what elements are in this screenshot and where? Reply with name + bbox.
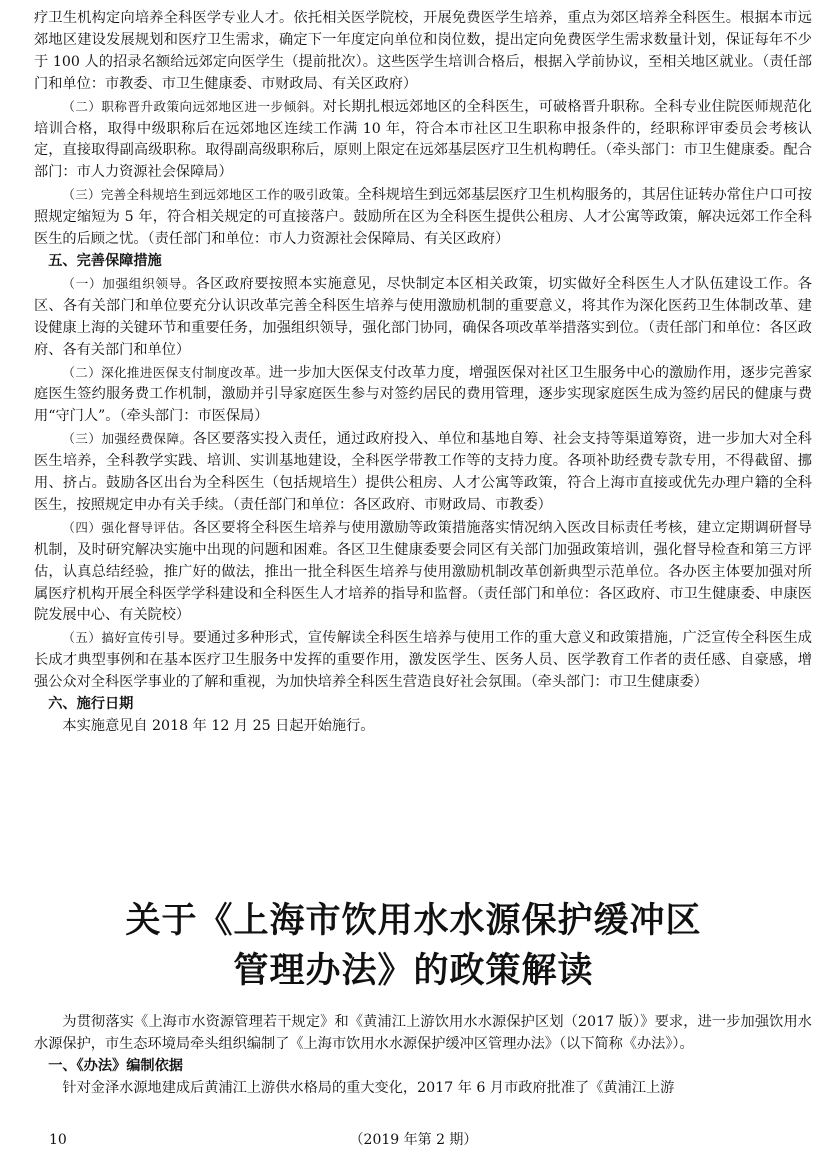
paragraph-text: 各区要将全科医生培养与使用激励等政策措施落实情况纳入医改目标责任考核，建立定期调研督导机制，及时研究解决实施中出现的问题和困难。各区卫生健康委要会同区有关部门加强政策培训，强化督导检查和第三方评估，认真总结经验，推广好的做法，推出一批全科医生培养与使用激励机制改革创新典型示范单位。各办医主体要加强对所属医疗机构开展全科医学学科建设和全科医生人才培养的指导和监督。（责任部门和单位：各区政府、市卫生健康委、申康医院发展中心、有关院校） xyxy=(34,519,812,624)
paragraph xyxy=(34,273,812,362)
paragraph: 疗卫生机构定向培养全科医学专业人才。依托相关医学院校，开展免费医学生培养，重点为郊区培养全科医生。根据本市远郊地区建设发展规划和医疗卫生需求，确定下一年度定向单位和岗位数，提出定向免费医学生需求数量计划，保证每年不少于 100 人的招录名额给远郊定向医学生（提前批次）。这些医学生培训合格后，根据入学前协议，至相关地区就业。（责任部门和单位：市教委、市卫生健康委、市财政局、有关区政府） xyxy=(34,10,812,92)
paragraph xyxy=(34,627,812,694)
paragraph-text: 各区要落实投入责任，通过政府投入、单位和基地自筹、社会支持等渠道筹资，进一步加大对全科医生培养，全科教学实践、培训、实训基地建设，全科医学带教工作等的支持力度。各项补助经费专款专用，不得截留、挪用、挤占。鼓励各区出台为全科医生（包括规培生）提供公租房、人才公寓等政策，符合上海市直接或优先办理户籍的全科医生，按照规定申办有关手续。（责任部门和单位：各区政府、市财政局、市教委） xyxy=(34,431,812,513)
issue-label: （2019 年第 2 期） xyxy=(349,1132,478,1148)
paragraph xyxy=(34,96,812,185)
paragraph xyxy=(34,517,812,628)
paragraph: 本实施意见自 2018 年 12 月 25 日起开始施行。 xyxy=(62,718,375,734)
paragraph-lead: （五）搞好宣传引导。 xyxy=(62,630,193,646)
paragraph-lead: （三）完善全科规培生到远郊地区工作的吸引政策。 xyxy=(62,187,358,203)
paragraph-lead: （二）职称晋升政策向远郊地区进一步倾斜。 xyxy=(62,98,323,114)
article-body xyxy=(34,1012,812,1100)
paragraph xyxy=(34,362,812,429)
paragraph-text: 全科规培生到远郊基层医疗卫生机构服务的，其居住证转办常住户口可按照规定缩短为 5 年，符合相关规定的可直接落户。鼓励所在区为全科医生提供公租房、人才公寓等政策，解决远郊工作全科医生的后顾之忧。（责任部门和单位：市人力资源社会保障局、有关区政府） xyxy=(34,187,812,248)
section-heading: 五、完善保障措施 xyxy=(48,252,162,269)
section-heading: 一、《办法》编制依据 xyxy=(48,1057,183,1074)
section-heading: 六、施行日期 xyxy=(48,696,134,713)
paragraph xyxy=(34,428,812,517)
paragraph-lead: （三）加强经费保障。 xyxy=(62,431,193,447)
page-number: 10 xyxy=(49,1132,67,1148)
paragraph xyxy=(34,184,812,251)
article-title-line: 管理办法》的政策解读 xyxy=(233,950,594,991)
paragraph-text: 对长期扎根远郊地区的全科医生，可破格晋升职称。全科专业住院医师规范化培训合格，取得中级职称后在远郊地区连续工作满 10 年，符合本市社区卫生职称申报条件的，经职称评审委员会考核认定，直接取得副高级职称。取得副高级职称后，原则上限定在远郊基层医疗卫生机构聘任。（牵头部门：市卫生健康委。配合部门：市人力资源社会保障局） xyxy=(34,98,812,181)
paragraph-text: 各区政府要按照本实施意见，尽快制定本区相关政策，切实做好全科医生人才队伍建设工作。各区、各有关部门和单位要充分认识改革完善全科医生培养与使用激励机制的重要意义，将其作为深化医药卫生体制改革、建设健康上海的关键环节和重要任务，加强组织领导，强化部门协同，确保各项改革举措落实到位。（责任部门和单位：各区政府、各有关部门和单位） xyxy=(34,275,812,358)
paragraph-lead: （四）强化督导评估。 xyxy=(62,519,193,535)
article-title xyxy=(0,896,827,996)
paragraph-lead: （二）深化推进医保支付制度改革。 xyxy=(62,364,269,380)
paragraph-text: 进一步加大医保支付改革力度，增强医保对社区卫生服务中心的激励作用，逐步完善家庭医生签约服务费工作机制，激励并引导家庭医生参与对签约居民的费用管理，逐步实现家庭医生成为签约居民的健康与费用“守门人”。（牵头部门：市医保局） xyxy=(34,364,812,425)
paragraph: 为贯彻落实《上海市水资源管理若干规定》和《黄浦江上游饮用水水源保护区划（2017 版）》要求，进一步加强饮用水水源保护，市生态环境局牵头组织编制了《上海市饮用水水源保护缓冲区管理办法》（以下简称《办法》）。 xyxy=(34,1014,812,1052)
paragraph: 针对金泽水源地建成后黄浦江上游供水格局的重大变化，2017 年 6 月市政府批准了《黄浦江上游 xyxy=(62,1079,675,1096)
paragraph-text: 要通过多种形式，宣传解读全科医生培养与使用工作的重大意义和政策措施，广泛宣传全科医生成长成才典型事例和在基本医疗卫生服务中发挥的重要作用，激发医学生、医务人员、医学教育工作者的责任感、自豪感，增强公众对全科医学事业的了解和重视，为加快培养全科医生营造良好社会氛围。（牵头部门：市卫生健康委） xyxy=(34,630,812,691)
paragraph-lead: （一）加强组织领导。 xyxy=(62,275,196,291)
article-title-line: 关于《上海市饮用水水源保护缓冲区 xyxy=(125,900,702,941)
policy-document-body xyxy=(34,8,812,738)
